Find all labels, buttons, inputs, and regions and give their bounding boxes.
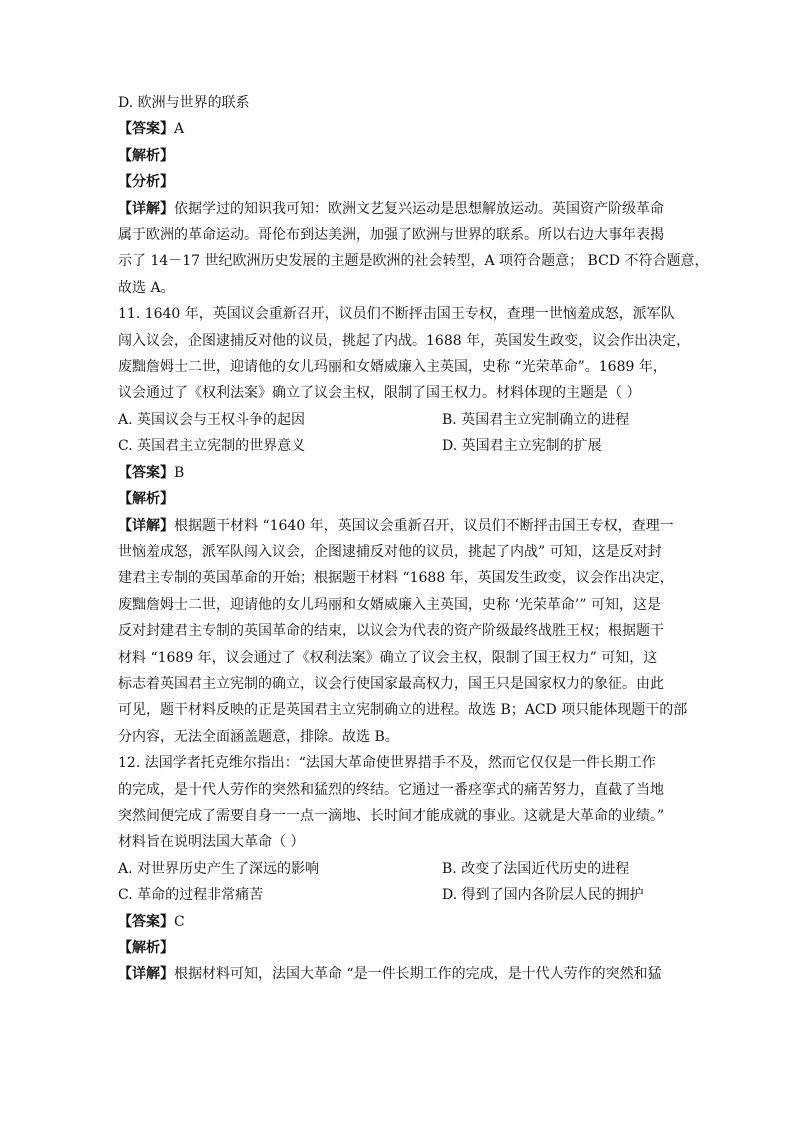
question-12-options-row	[118, 882, 678, 908]
answer-label: 【答案】	[118, 464, 174, 481]
question-11-stem: 议会通过了《权利法案》确立了议会主权，限制了国王权力。材料体现的主题是（ ）	[118, 385, 641, 402]
explanation-line: 故选 A。	[118, 279, 175, 296]
q11-option-c: C. 英国君主立宪制的世界意义	[118, 438, 306, 455]
question-11-stem: 闯入议会，企图逮捕反对他的议员，挑起了内战。1688 年，英国发生政变，议会作出决定，	[118, 332, 691, 349]
detail-label: 【详解】	[118, 200, 174, 217]
explanation-line: 标志着英国君主立宪制的确立，议会行使国家最高权力，国王只是国家权力的象征。由此	[118, 675, 664, 692]
question-12-stem: 的完成，是十代人劳作的突然和猛烈的终结。它通过一番痉挛式的痛苦努力，直截了当地	[118, 781, 664, 798]
document-body	[118, 90, 709, 988]
explanation-text: 依据学过的知识我可知：欧洲文艺复兴运动是思想解放运动。英国资产阶级革命	[174, 200, 664, 217]
answer-label: 【答案】	[118, 913, 174, 930]
analysis-label: 【解析】	[118, 940, 174, 956]
question-12-stem: 12. 法国学者托克维尔指出：“法国大革命使世界措手不及，然而它仅仅是一件长期工作	[118, 755, 656, 772]
question-11-options-row	[118, 433, 678, 459]
explanation-line	[118, 513, 678, 539]
explanation-line: 示了 14－17 世纪欧洲历史发展的主题是欧洲的社会转型，A 项符合题意； BCD 不符合题意，	[118, 253, 709, 270]
explanation-text: 根据题干材料 “1640 年，英国议会重新召开，议员们不断抨击国王专权，查理一	[174, 517, 674, 534]
explanation-line: 属于欧洲的革命运动。哥伦布到达美洲，加强了欧洲与世界的联系。所以右边大事年表揭	[118, 227, 664, 244]
analysis-label: 【解析】	[118, 491, 174, 508]
explanation-line: 分内容，无法全面涵盖题意，排除。故选 B。	[118, 728, 399, 745]
q12-option-c: C. 革命的过程非常痛苦	[118, 887, 264, 904]
explanation-text: 根据材料可知，法国大革命 “是一件长期工作的完成，是十代人劳作的突然和猛	[174, 966, 662, 983]
q11-option-a: A. 英国议会与王权斗争的起因	[118, 411, 306, 428]
q12-option-b: B. 改变了法国近代历史的进程	[442, 860, 630, 877]
answer-line	[118, 460, 678, 486]
analysis-label: 【解析】	[118, 147, 174, 164]
question-12-stem: 材料旨在说明法国大革命（ ）	[118, 834, 305, 851]
question-11-options-row	[118, 407, 678, 433]
explanation-line: 可见，题干材料反映的正是英国君主立宪制确立的进程。故选 B；ACD 项只能体现题干的部	[118, 702, 688, 719]
answer-label: 【答案】	[118, 121, 174, 138]
detail-label: 【详解】	[118, 966, 174, 983]
q12-option-d: D. 得到了国内各阶层人民的拥护	[442, 887, 644, 904]
explanation-line	[118, 961, 678, 987]
explanation-line: 世恼羞成怒，派军队闯入议会，企图逮捕反对他的议员，挑起了内战” 可知，这是反对封	[118, 543, 662, 560]
q11-option-b: B. 英国君主立宪制确立的进程	[442, 411, 630, 428]
breakdown-label: 【分析】	[118, 174, 174, 191]
detail-label: 【详解】	[118, 517, 174, 534]
answer-value: B	[174, 464, 185, 481]
question-12-options-row	[118, 856, 678, 882]
option-d-prev: D. 欧洲与世界的联系	[118, 95, 250, 111]
q11-option-d: D. 英国君主立宪制的扩展	[442, 438, 602, 455]
q12-option-a: A. 对世界历史产生了深远的影响	[118, 860, 320, 877]
answer-line	[118, 909, 678, 935]
explanation-line: 废黜詹姆士二世，迎请他的女儿玛丽和女婿威廉入主英国，史称 ‘光荣革命’” 可知，这是	[118, 596, 661, 613]
answer-value: C	[174, 913, 185, 930]
explanation-line: 建君主专制的英国革命的开始；根据题干材料 “1688 年，英国发生政变，议会作出决定，	[118, 570, 674, 587]
answer-line	[118, 116, 678, 142]
answer-value: A	[174, 121, 185, 138]
explanation-line: 材料 “1689 年，议会通过了《权利法案》确立了议会主权，限制了国王权力” 可知，这	[118, 649, 658, 666]
question-11-stem: 废黜詹姆士二世，迎请他的女儿玛丽和女婿威廉入主英国，史称 “光荣革命”。1689 年，	[118, 359, 667, 376]
explanation-line: 反对封建君主专制的英国革命的结束，以议会为代表的资产阶级最终战胜王权；根据题干	[118, 623, 664, 640]
question-12-stem: 突然间便完成了需要自身一一点一滴地、长时间才能成就的事业。这就是大革命的业绩。”	[118, 807, 665, 824]
explanation-line	[118, 196, 678, 222]
question-11-stem: 11. 1640 年，英国议会重新召开，议员们不断抨击国王专权，查理一世恼羞成怒，派军队	[118, 306, 675, 323]
